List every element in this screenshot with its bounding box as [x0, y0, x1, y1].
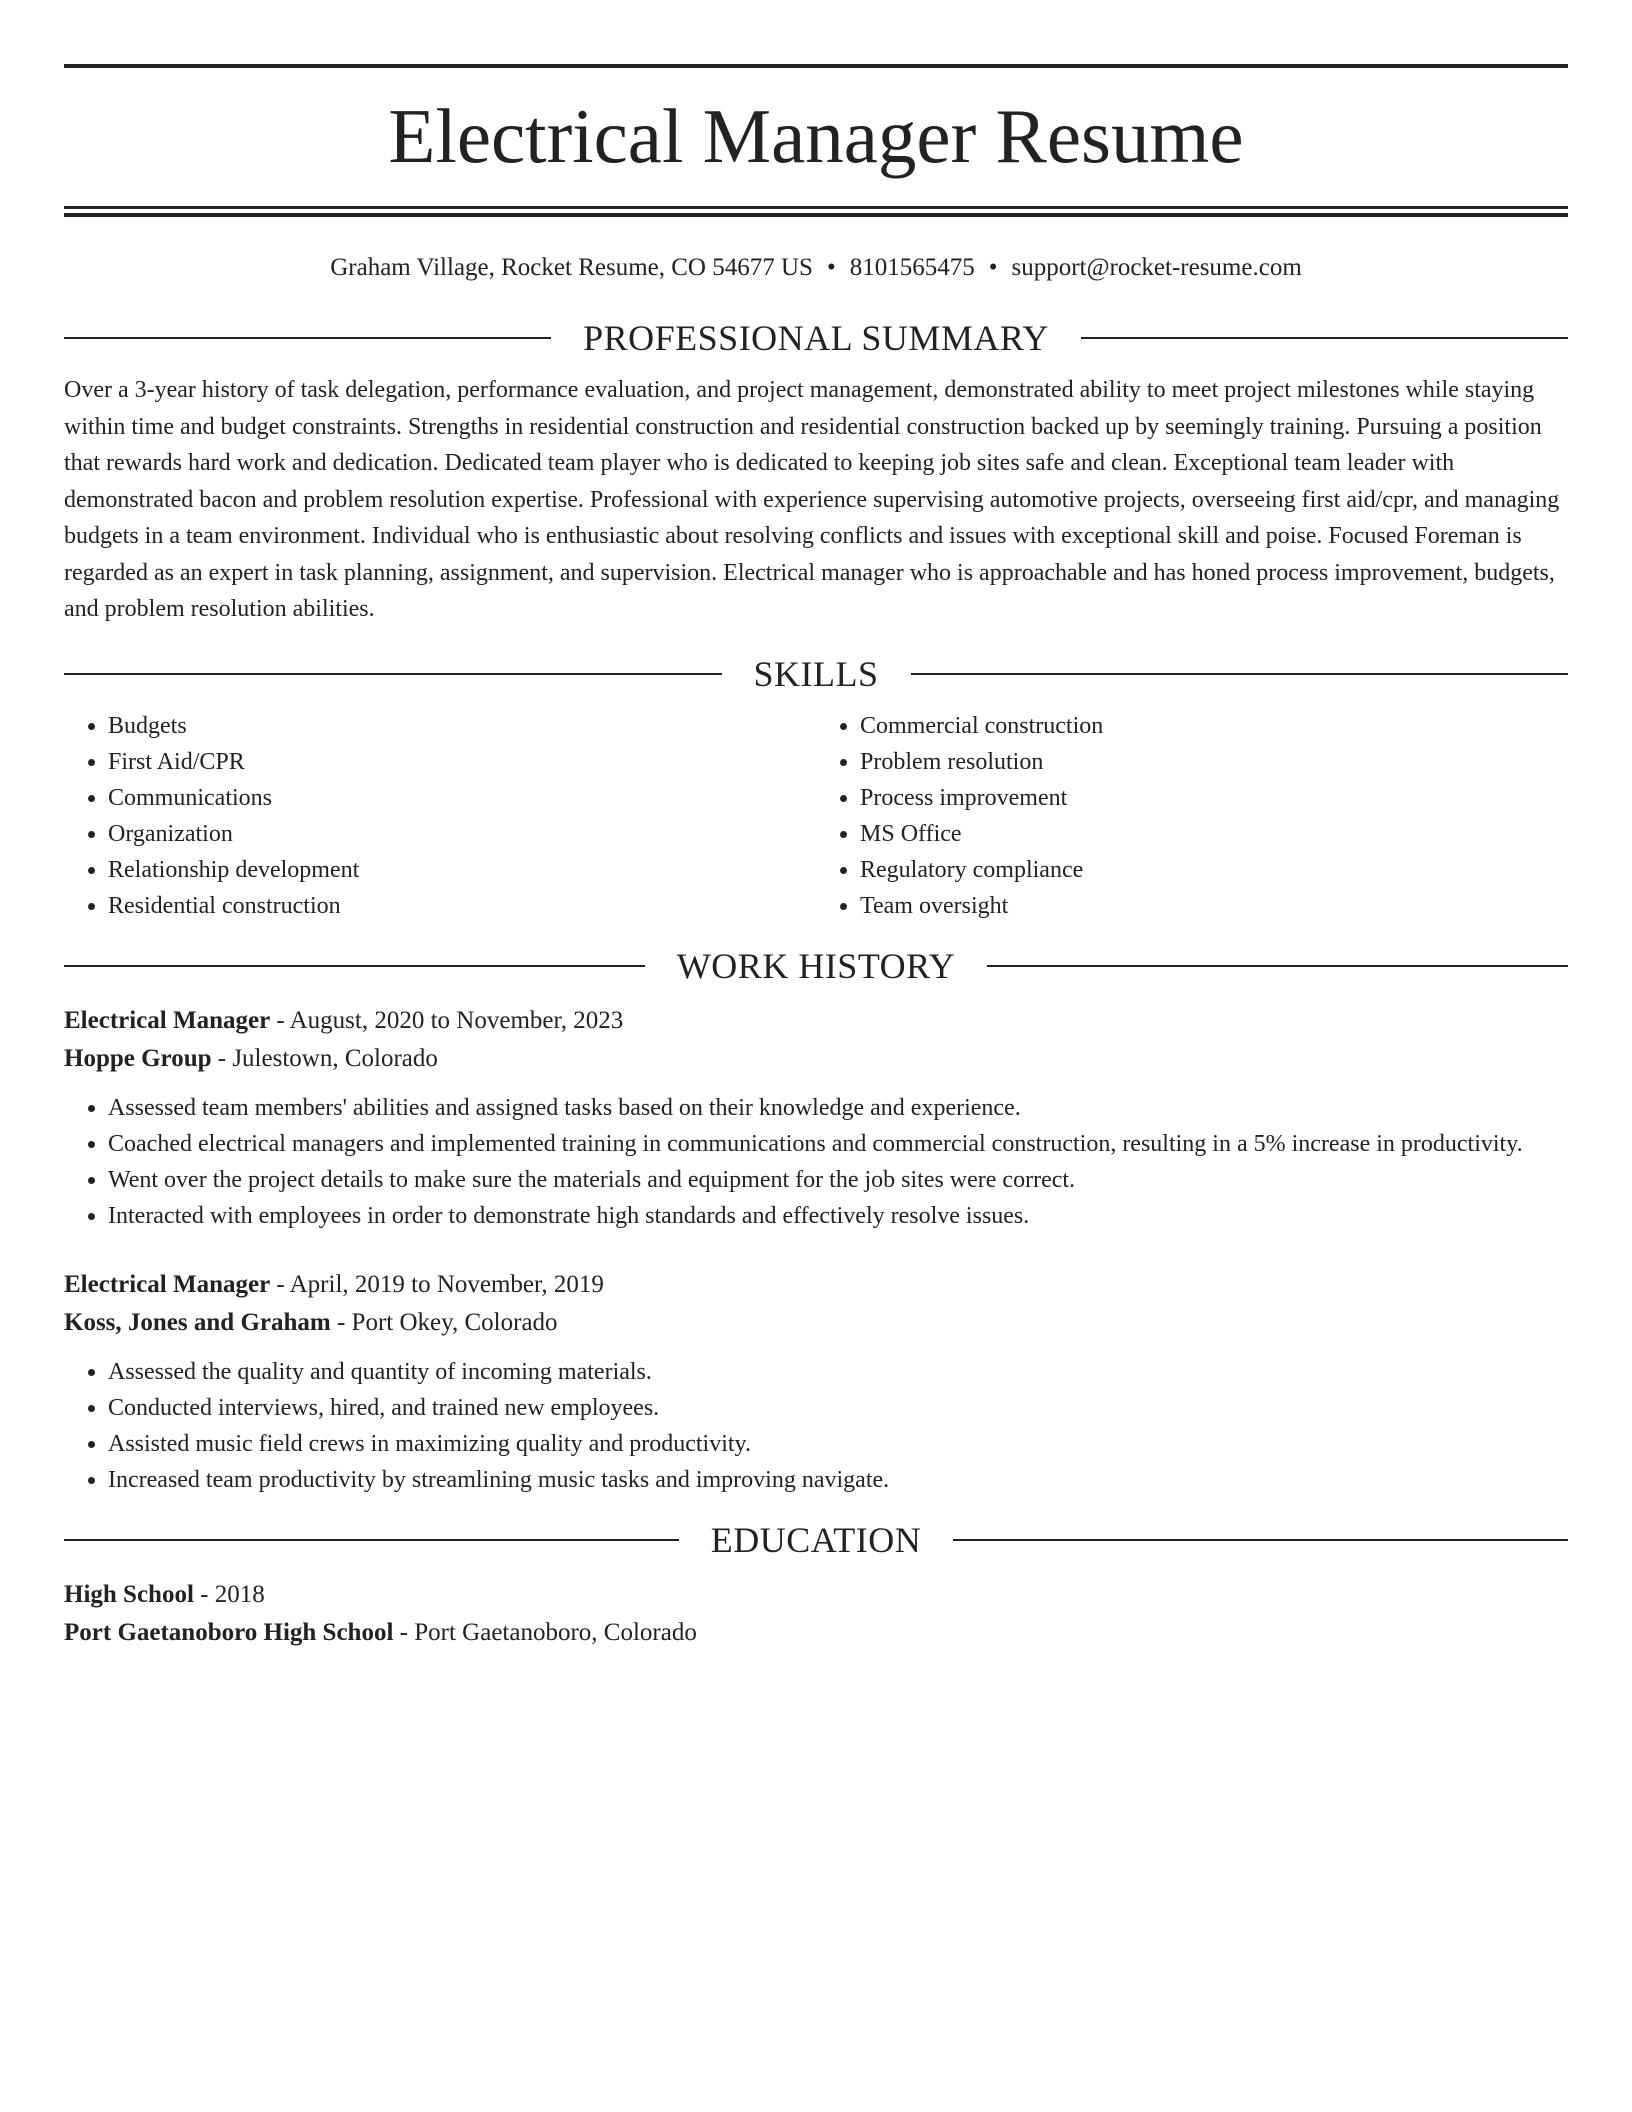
job-dates: - August, 2020 to November, 2023: [270, 1006, 624, 1034]
skill-item: • Relationship development: [108, 852, 816, 888]
work-heading-label: WORK HISTORY: [676, 945, 956, 986]
skills-heading-label: SKILLS: [753, 653, 879, 694]
summary-section-heading: [64, 316, 1568, 360]
job-bullets: [64, 1090, 1568, 1234]
summary-heading-label: PROFESSIONAL SUMMARY: [583, 318, 1049, 358]
heading-rule-left: [64, 673, 722, 675]
job-entry: [64, 1002, 1568, 1234]
job-company: Koss, Jones and Graham: [64, 1308, 331, 1336]
job-bullet: • Assessed team members' abilities and assigned tasks based on their knowledge and experience.: [108, 1090, 1568, 1126]
contact-separator: •: [988, 254, 998, 281]
skills-column-left: [64, 708, 816, 924]
job-location: - Port Okey, Colorado: [330, 1308, 558, 1336]
job-bullet: • Went over the project details to make sure the materials and equipment for the job sites were correct.: [108, 1162, 1568, 1198]
skill-item: • First Aid/CPR: [108, 744, 816, 780]
skill-item: • MS Office: [860, 816, 1568, 852]
job-bullet: • Increased team productivity by streamlining music tasks and improving navigate.: [108, 1462, 1568, 1498]
heading-rule-left: [64, 965, 645, 967]
heading-rule-right: [953, 1539, 1568, 1541]
job-title-line: [64, 1266, 1568, 1304]
summary-text: Over a 3-year history of task delegation, performance evaluation, and project management, demonstrated ability to meet project milestones while staying within time and budget constraints. Strengths in residential construction and residential construction backed up by seemingly training. Pursuing a position that rewards hard work and dedication. Dedicated team player who is dedicated to keeping job sites safe and clean. Exceptional team leader with demonstrated bacon and problem resolution expertise. Professional with experience supervising automotive projects, overseeing first aid/cpr, and managing budgets in a team environment. Individual who is enthusiastic about resolving conflicts and issues with exceptional skill and poise. Focused Foreman is regarded as an expert in task planning, assignment, and supervision. Electrical manager who is approachable and has honed process improvement, budgets, and problem resolution abilities.: [64, 377, 1560, 622]
job-company-line: [64, 1040, 1568, 1078]
education-degree-line: [64, 1576, 1568, 1614]
skill-item: • Organization: [108, 816, 816, 852]
education-section-heading: [64, 1518, 1568, 1562]
job-bullet: • Interacted with employees in order to demonstrate high standards and effectively resolve issues.: [108, 1198, 1568, 1234]
contact-email: support@rocket-resume.com: [1011, 254, 1302, 281]
heading-rule-right: [987, 965, 1568, 967]
header-top-rule: [64, 64, 1568, 68]
contact-address: Graham Village, Rocket Resume, CO 54677 US: [330, 254, 813, 281]
job-bullet: • Conducted interviews, hired, and trained new employees.: [108, 1390, 1568, 1426]
skill-item: • Team oversight: [860, 888, 1568, 924]
job-location: - Julestown, Colorado: [211, 1044, 438, 1072]
resume-title: Electrical Manager Resume: [388, 93, 1244, 179]
job-dates: - April, 2019 to November, 2019: [270, 1270, 604, 1298]
job-entry: [64, 1266, 1568, 1498]
skill-item: • Commercial construction: [860, 708, 1568, 744]
heading-rule-right: [911, 673, 1569, 675]
education-school-line: [64, 1614, 1568, 1652]
skill-item: • Budgets: [108, 708, 816, 744]
skill-item: • Communications: [108, 780, 816, 816]
contact-line: [64, 253, 1568, 283]
heading-rule-left: [64, 1539, 679, 1541]
job-company-line: [64, 1304, 1568, 1342]
job-title: Electrical Manager: [64, 1006, 271, 1034]
education-school: Port Gaetanoboro High School: [64, 1618, 394, 1646]
job-title: Electrical Manager: [64, 1270, 271, 1298]
job-bullet: • Assisted music field crews in maximizing quality and productivity.: [108, 1426, 1568, 1462]
job-bullet: • Assessed the quality and quantity of incoming materials.: [108, 1354, 1568, 1390]
job-company: Hoppe Group: [64, 1044, 212, 1072]
education-year: - 2018: [193, 1580, 265, 1608]
education-location: - Port Gaetanoboro, Colorado: [393, 1618, 697, 1646]
job-title-line: [64, 1002, 1568, 1040]
job-bullet: • Coached electrical managers and implemented training in communications and commercial construction, resulting in a 5% increase in productivity.: [108, 1126, 1568, 1162]
skills-list: [64, 708, 1568, 924]
skill-item: • Problem resolution: [860, 744, 1568, 780]
heading-rule-left: [64, 337, 551, 339]
heading-rule-right: [1081, 337, 1568, 339]
work-section-heading: [64, 944, 1568, 988]
education-heading-label: EDUCATION: [710, 1519, 922, 1560]
skill-item: • Process improvement: [860, 780, 1568, 816]
contact-phone: 8101565475: [849, 254, 975, 281]
skill-item: • Residential construction: [108, 888, 816, 924]
skills-section-heading: [64, 652, 1568, 696]
education-entry: [64, 1576, 1568, 1652]
education-degree: High School: [64, 1580, 194, 1608]
skills-column-right: [816, 708, 1568, 924]
contact-separator: •: [826, 254, 836, 281]
skill-item: • Regulatory compliance: [860, 852, 1568, 888]
job-bullets: [64, 1354, 1568, 1498]
header-double-rule: [64, 206, 1568, 217]
